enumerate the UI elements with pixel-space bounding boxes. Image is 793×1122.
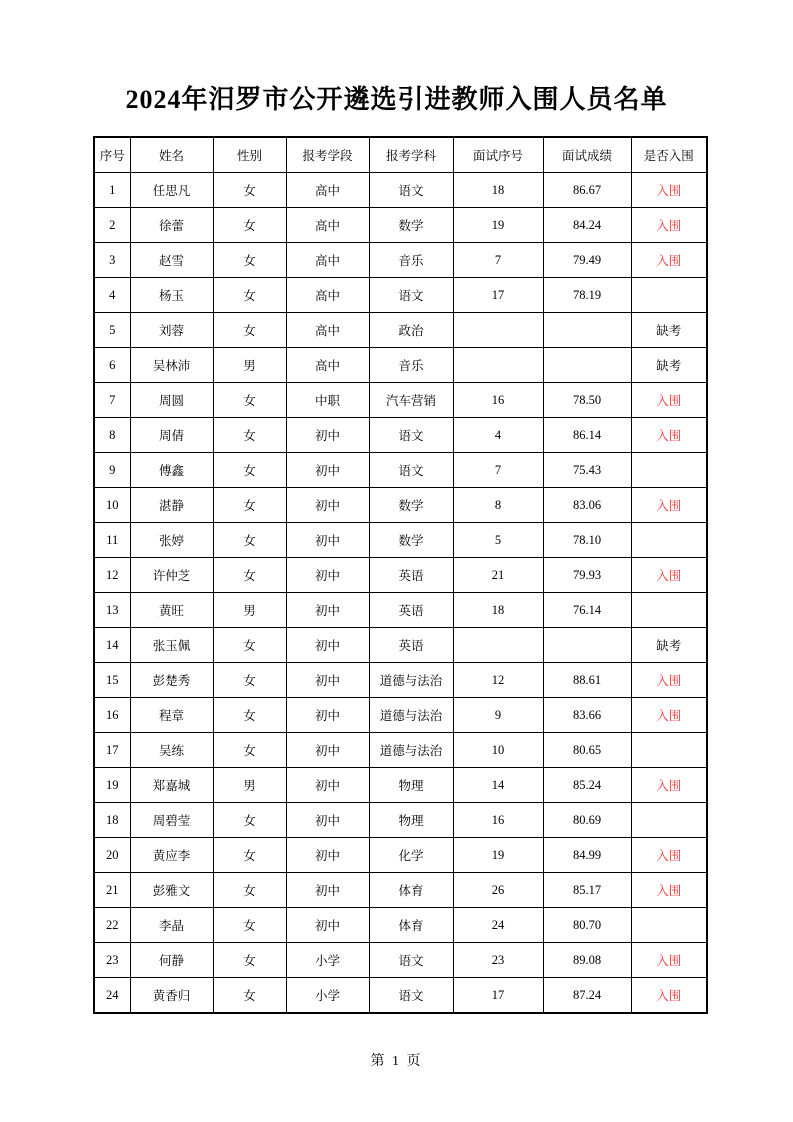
- cell-level: 高中: [286, 243, 369, 278]
- cell-no: 5: [94, 313, 130, 348]
- cell-level: 初中: [286, 803, 369, 838]
- column-header-level: 报考学段: [286, 137, 369, 173]
- table-row: [94, 243, 707, 278]
- cell-subject: 语文: [369, 418, 453, 453]
- cell-status: 入围: [631, 943, 707, 978]
- cell-level: 初中: [286, 733, 369, 768]
- cell-interview_no: 7: [453, 243, 543, 278]
- cell-interview_no: 10: [453, 733, 543, 768]
- cell-status: 入围: [631, 173, 707, 208]
- cell-interview_no: 17: [453, 978, 543, 1014]
- cell-gender: 女: [213, 383, 286, 418]
- page-title: 2024年汨罗市公开遴选引进教师入围人员名单: [125, 85, 668, 114]
- cell-no: 4: [94, 278, 130, 313]
- cell-gender: 女: [213, 663, 286, 698]
- cell-gender: 女: [213, 978, 286, 1014]
- cell-level: 初中: [286, 628, 369, 663]
- table-row: [94, 768, 707, 803]
- cell-level: 初中: [286, 418, 369, 453]
- header-row: [94, 137, 707, 173]
- cell-interview_no: [453, 628, 543, 663]
- cell-gender: 女: [213, 243, 286, 278]
- cell-subject: 道德与法治: [369, 698, 453, 733]
- cell-name: 郑嘉城: [130, 768, 213, 803]
- cell-interview_no: 24: [453, 908, 543, 943]
- cell-subject: 道德与法治: [369, 663, 453, 698]
- cell-interview_no: 19: [453, 838, 543, 873]
- cell-interview_no: 5: [453, 523, 543, 558]
- cell-status: 入围: [631, 768, 707, 803]
- cell-subject: 道德与法治: [369, 733, 453, 768]
- cell-status: [631, 803, 707, 838]
- cell-status: 入围: [631, 978, 707, 1014]
- table-row: [94, 698, 707, 733]
- cell-no: 3: [94, 243, 130, 278]
- table-row: [94, 173, 707, 208]
- cell-no: 1: [94, 173, 130, 208]
- cell-score: 84.99: [543, 838, 631, 873]
- cell-no: 24: [94, 978, 130, 1014]
- cell-name: 张婷: [130, 523, 213, 558]
- shortlist-table: [93, 136, 708, 1014]
- cell-score: 85.24: [543, 768, 631, 803]
- cell-interview_no: 9: [453, 698, 543, 733]
- table-row: [94, 453, 707, 488]
- cell-status: 入围: [631, 488, 707, 523]
- cell-gender: 女: [213, 733, 286, 768]
- cell-name: 李晶: [130, 908, 213, 943]
- cell-gender: 男: [213, 593, 286, 628]
- cell-status: 缺考: [631, 348, 707, 383]
- cell-interview_no: 23: [453, 943, 543, 978]
- table-row: [94, 593, 707, 628]
- cell-subject: 体育: [369, 908, 453, 943]
- cell-status: 入围: [631, 208, 707, 243]
- cell-status: [631, 453, 707, 488]
- cell-subject: 物理: [369, 803, 453, 838]
- cell-name: 许仲芝: [130, 558, 213, 593]
- table-row: [94, 873, 707, 908]
- cell-interview_no: 14: [453, 768, 543, 803]
- table-row: [94, 628, 707, 663]
- cell-subject: 数学: [369, 488, 453, 523]
- cell-subject: 政治: [369, 313, 453, 348]
- cell-score: 88.61: [543, 663, 631, 698]
- cell-status: 入围: [631, 418, 707, 453]
- table-row: [94, 908, 707, 943]
- cell-subject: 音乐: [369, 243, 453, 278]
- table-row: [94, 943, 707, 978]
- cell-level: 高中: [286, 348, 369, 383]
- cell-subject: 英语: [369, 593, 453, 628]
- cell-no: 11: [94, 523, 130, 558]
- cell-subject: 英语: [369, 628, 453, 663]
- table-row: [94, 558, 707, 593]
- table-row: [94, 733, 707, 768]
- cell-level: 初中: [286, 873, 369, 908]
- cell-no: 12: [94, 558, 130, 593]
- cell-no: 19: [94, 768, 130, 803]
- cell-level: 高中: [286, 313, 369, 348]
- cell-gender: 女: [213, 418, 286, 453]
- cell-gender: 女: [213, 908, 286, 943]
- cell-no: 17: [94, 733, 130, 768]
- cell-gender: 女: [213, 523, 286, 558]
- cell-no: 21: [94, 873, 130, 908]
- cell-gender: 女: [213, 173, 286, 208]
- table-row: [94, 208, 707, 243]
- cell-subject: 物理: [369, 768, 453, 803]
- column-header-gender: 性别: [213, 137, 286, 173]
- cell-no: 22: [94, 908, 130, 943]
- cell-status: 入围: [631, 873, 707, 908]
- cell-score: 87.24: [543, 978, 631, 1014]
- cell-name: 何静: [130, 943, 213, 978]
- cell-subject: 语文: [369, 173, 453, 208]
- cell-name: 杨玉: [130, 278, 213, 313]
- cell-name: 张玉佩: [130, 628, 213, 663]
- column-header-subject: 报考学科: [369, 137, 453, 173]
- cell-gender: 女: [213, 943, 286, 978]
- cell-name: 周圆: [130, 383, 213, 418]
- table-row: [94, 383, 707, 418]
- cell-no: 9: [94, 453, 130, 488]
- cell-score: 75.43: [543, 453, 631, 488]
- cell-level: 初中: [286, 698, 369, 733]
- cell-level: 高中: [286, 173, 369, 208]
- cell-score: 80.65: [543, 733, 631, 768]
- cell-interview_no: 8: [453, 488, 543, 523]
- cell-level: 初中: [286, 593, 369, 628]
- cell-level: 中职: [286, 383, 369, 418]
- cell-no: 23: [94, 943, 130, 978]
- cell-subject: 语文: [369, 453, 453, 488]
- cell-name: 黄旺: [130, 593, 213, 628]
- cell-score: 80.69: [543, 803, 631, 838]
- table-row: [94, 348, 707, 383]
- cell-name: 黄香归: [130, 978, 213, 1014]
- cell-status: 缺考: [631, 628, 707, 663]
- cell-gender: 女: [213, 558, 286, 593]
- cell-gender: 女: [213, 278, 286, 313]
- cell-gender: 女: [213, 628, 286, 663]
- cell-score: 78.10: [543, 523, 631, 558]
- table-row: [94, 978, 707, 1014]
- cell-score: 83.66: [543, 698, 631, 733]
- cell-name: 吴林沛: [130, 348, 213, 383]
- cell-score: 76.14: [543, 593, 631, 628]
- cell-name: 赵雪: [130, 243, 213, 278]
- cell-status: 入围: [631, 558, 707, 593]
- cell-subject: 语文: [369, 943, 453, 978]
- cell-interview_no: 12: [453, 663, 543, 698]
- cell-no: 10: [94, 488, 130, 523]
- cell-level: 初中: [286, 663, 369, 698]
- cell-score: 78.19: [543, 278, 631, 313]
- table-row: [94, 418, 707, 453]
- cell-interview_no: 19: [453, 208, 543, 243]
- cell-interview_no: 7: [453, 453, 543, 488]
- cell-gender: 男: [213, 768, 286, 803]
- cell-level: 高中: [286, 278, 369, 313]
- cell-score: 86.14: [543, 418, 631, 453]
- cell-gender: 女: [213, 488, 286, 523]
- cell-status: 入围: [631, 243, 707, 278]
- cell-name: 周倩: [130, 418, 213, 453]
- cell-level: 初中: [286, 488, 369, 523]
- cell-no: 20: [94, 838, 130, 873]
- cell-level: 初中: [286, 453, 369, 488]
- cell-name: 吴练: [130, 733, 213, 768]
- cell-subject: 数学: [369, 523, 453, 558]
- cell-no: 15: [94, 663, 130, 698]
- cell-gender: 男: [213, 348, 286, 383]
- cell-score: 89.08: [543, 943, 631, 978]
- cell-name: 程章: [130, 698, 213, 733]
- table-row: [94, 278, 707, 313]
- cell-status: 入围: [631, 663, 707, 698]
- table-row: [94, 838, 707, 873]
- cell-status: [631, 733, 707, 768]
- cell-name: 彭楚秀: [130, 663, 213, 698]
- column-header-name: 姓名: [130, 137, 213, 173]
- cell-level: 高中: [286, 208, 369, 243]
- cell-level: 小学: [286, 978, 369, 1014]
- cell-score: 79.93: [543, 558, 631, 593]
- cell-no: 2: [94, 208, 130, 243]
- column-header-interview_no: 面试序号: [453, 137, 543, 173]
- table-row: [94, 313, 707, 348]
- column-header-no: 序号: [94, 137, 130, 173]
- cell-status: [631, 593, 707, 628]
- cell-no: 16: [94, 698, 130, 733]
- cell-gender: 女: [213, 873, 286, 908]
- cell-score: 84.24: [543, 208, 631, 243]
- table-body: [94, 173, 707, 1014]
- cell-subject: 汽车营销: [369, 383, 453, 418]
- cell-interview_no: 21: [453, 558, 543, 593]
- cell-subject: 语文: [369, 278, 453, 313]
- cell-gender: 女: [213, 313, 286, 348]
- cell-status: 缺考: [631, 313, 707, 348]
- page-number: 第 1 页: [370, 1054, 423, 1069]
- table-row: [94, 803, 707, 838]
- cell-no: 7: [94, 383, 130, 418]
- cell-gender: 女: [213, 208, 286, 243]
- cell-name: 彭雅文: [130, 873, 213, 908]
- cell-score: 79.49: [543, 243, 631, 278]
- cell-no: 8: [94, 418, 130, 453]
- cell-level: 初中: [286, 558, 369, 593]
- cell-gender: 女: [213, 453, 286, 488]
- column-header-status: 是否入围: [631, 137, 707, 173]
- cell-status: 入围: [631, 838, 707, 873]
- cell-no: 13: [94, 593, 130, 628]
- column-header-score: 面试成绩: [543, 137, 631, 173]
- cell-subject: 语文: [369, 978, 453, 1014]
- cell-name: 傅鑫: [130, 453, 213, 488]
- cell-status: 入围: [631, 383, 707, 418]
- table-header: [94, 137, 707, 173]
- cell-name: 徐蕾: [130, 208, 213, 243]
- cell-no: 6: [94, 348, 130, 383]
- cell-score: 78.50: [543, 383, 631, 418]
- cell-interview_no: [453, 313, 543, 348]
- cell-interview_no: 4: [453, 418, 543, 453]
- cell-name: 湛静: [130, 488, 213, 523]
- cell-interview_no: [453, 348, 543, 383]
- cell-name: 周碧莹: [130, 803, 213, 838]
- cell-name: 刘蓉: [130, 313, 213, 348]
- cell-interview_no: 18: [453, 593, 543, 628]
- cell-status: [631, 278, 707, 313]
- cell-subject: 化学: [369, 838, 453, 873]
- cell-score: 80.70: [543, 908, 631, 943]
- cell-name: 黄应李: [130, 838, 213, 873]
- cell-level: 初中: [286, 768, 369, 803]
- cell-interview_no: 17: [453, 278, 543, 313]
- cell-gender: 女: [213, 698, 286, 733]
- cell-level: 初中: [286, 523, 369, 558]
- cell-status: [631, 908, 707, 943]
- cell-gender: 女: [213, 838, 286, 873]
- table-row: [94, 523, 707, 558]
- cell-score: [543, 313, 631, 348]
- cell-interview_no: 18: [453, 173, 543, 208]
- table-row: [94, 488, 707, 523]
- cell-score: [543, 348, 631, 383]
- cell-level: 初中: [286, 908, 369, 943]
- cell-score: [543, 628, 631, 663]
- cell-status: [631, 523, 707, 558]
- cell-level: 小学: [286, 943, 369, 978]
- cell-score: 85.17: [543, 873, 631, 908]
- cell-level: 初中: [286, 838, 369, 873]
- cell-no: 18: [94, 803, 130, 838]
- cell-interview_no: 16: [453, 383, 543, 418]
- cell-gender: 女: [213, 803, 286, 838]
- cell-interview_no: 26: [453, 873, 543, 908]
- table-row: [94, 663, 707, 698]
- cell-interview_no: 16: [453, 803, 543, 838]
- cell-status: 入围: [631, 698, 707, 733]
- cell-no: 14: [94, 628, 130, 663]
- cell-subject: 音乐: [369, 348, 453, 383]
- cell-subject: 英语: [369, 558, 453, 593]
- cell-subject: 数学: [369, 208, 453, 243]
- cell-score: 83.06: [543, 488, 631, 523]
- cell-name: 任思凡: [130, 173, 213, 208]
- cell-subject: 体育: [369, 873, 453, 908]
- cell-score: 86.67: [543, 173, 631, 208]
